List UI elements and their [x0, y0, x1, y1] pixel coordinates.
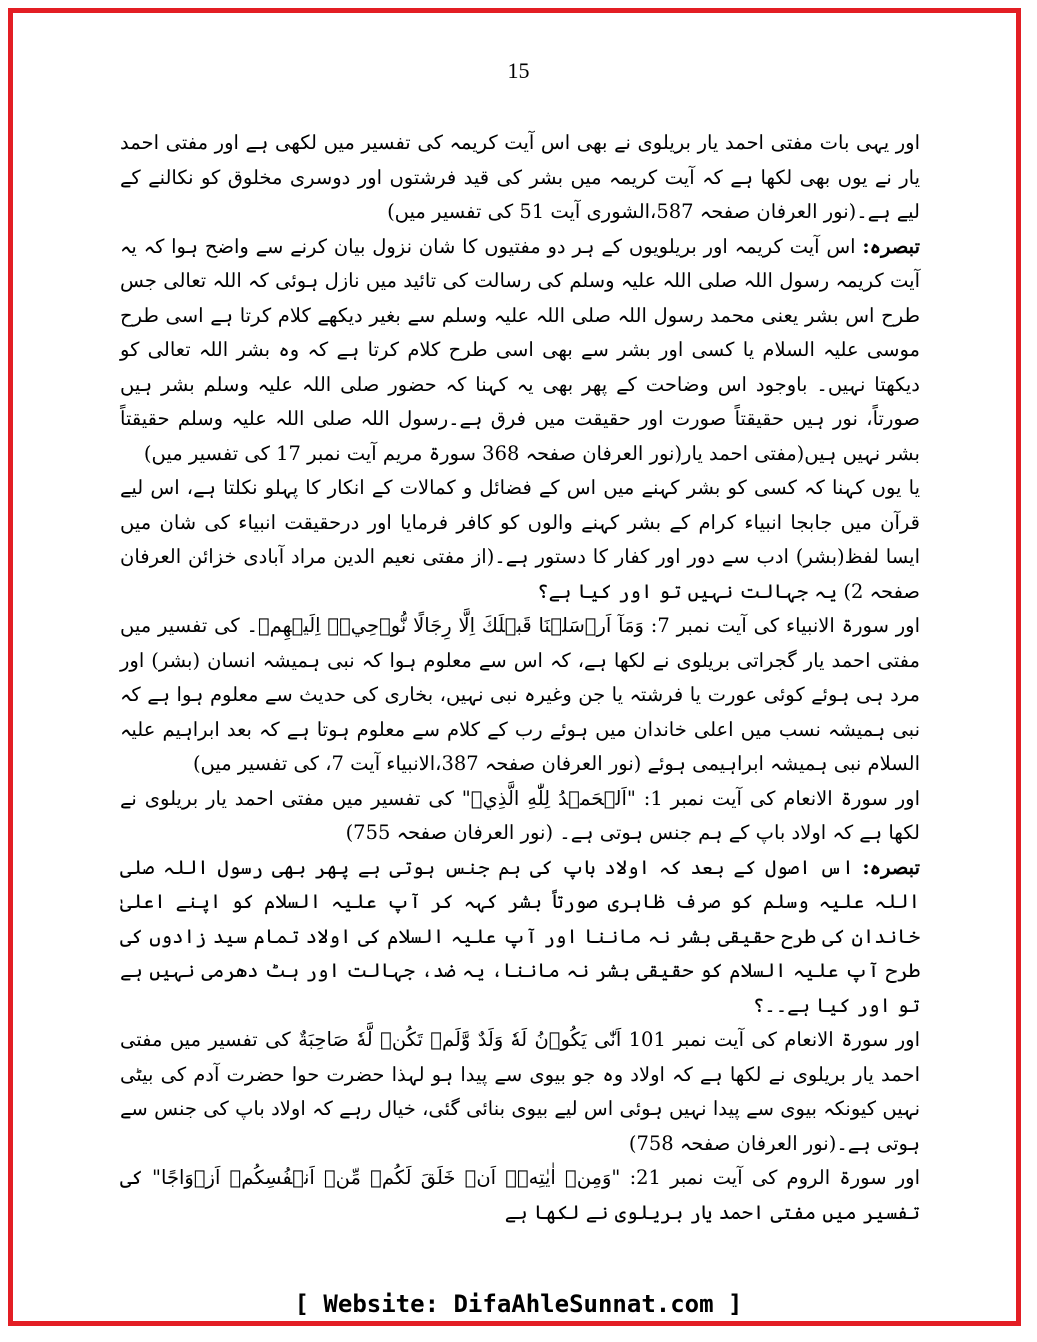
- paragraph-7: [120, 1023, 920, 1161]
- paragraph-5: [120, 782, 920, 851]
- paragraph-4: [120, 609, 920, 782]
- paragraph-8: [120, 1161, 920, 1230]
- website-footer: [ Website: DifaAhleSunnat.com ]: [294, 1290, 743, 1318]
- quran-verse: اَلۡحَمۡدُ لِلّٰهِ الَّذِيۡ: [470, 786, 627, 810]
- paragraph-3: [120, 471, 920, 609]
- paragraph-6-commentary: [120, 851, 920, 1024]
- paragraph-text-continued: " کی تفسیر میں مفتی احمد یار بریلوی نے لکھا ہے کہ اولاد باپ کے ہم جنس ہوتی ہے۔ (نور العرفان صفحہ 755): [120, 786, 920, 844]
- paragraph-1: [120, 126, 920, 230]
- paragraph-text: اور سورۃ الانعام کی آیت نمبر 1: ": [626, 786, 920, 810]
- paragraph-text: اور سورۃ الروم کی آیت نمبر 21: ": [611, 1166, 920, 1189]
- paragraph-text: اور سورۃ الانبیاء کی آیت نمبر 7:: [643, 614, 921, 637]
- document-body: [120, 126, 920, 1230]
- paragraph-2-commentary: [120, 230, 920, 472]
- paragraph-text: اور سورۃ الانعام کی آیت نمبر 101: [621, 1028, 920, 1051]
- paragraph-text: اور یہی بات مفتی احمد یار بریلوی نے بھی اس آیت کریمہ کی تفسیر میں لکھی ہے اور مفتی احمد یار نے یوں بھی لکھا ہے کہ آیت کریمہ میں بشر کی قید فرشتوں اور دوسری مخلوق کو نکالنے کے لیے ہے۔(نور العرفان صفحہ 587،الشوری آیت 51 کی تفسیر میں): [120, 131, 920, 223]
- paragraph-text: اس اصول کے بعد کہ اولاد باپ کی ہم جنس ہوتی ہے پھر بھی رسول اللہ صلی اللہ علیہ وسلم کو صرف ظاہری صورتاً بشر کہہ کر آپ علیہ السلام کو اپنے اعلیٰ خاندان کی طرح حقیقی بشر نہ ماننا اور آپ علیہ السلام کی اولاد تمام سید زادوں کی طرح آپ علیہ السلام کو حقیقی بشر نہ ماننا، یہ ضد، جہالت اور ہٹ دھرمی نہیں ہے تو اور کیا ہے۔۔؟: [120, 855, 920, 1017]
- paragraph-text-continued: " کی تفسیر میں مفتی احمد یار بریلوی نے لکھا ہے: [120, 1166, 920, 1224]
- commentary-label: تبصرہ:: [862, 234, 920, 258]
- paragraph-text: یا یوں کہنا کہ کسی کو بشر کہنے میں اس کے فضائل و کمالات کے انکار کا پہلو نکلتا ہے، اس لیے قرآن میں جابجا انبیاء کرام کے بشر کہنے والوں کو کافر فرمایا اور درحقیقت انبیاء کی شان میں ایسا لفظ(بشر) ادب سے دور اور کفار کا دستور ہے۔(از مفتی نعیم الدین مراد آبادی خزائن العرفان صفحہ 2) یہ جہالت نہیں تو اور کیا ہے؟: [120, 476, 920, 603]
- paragraph-text-continued: کی تفسیر میں مفتی احمد یار بریلوی نے لکھا ہے کہ اولاد وہ جو بیوی سے پیدا ہو لہذا حضرت حوا حضرت آدم کی بیٹی نہیں کیونکہ بیوی سے پیدا نہیں ہوئی اس لیے بیوی بنائی گئی، خیال رہے کہ اولاد باپ کی جنس سے ہوتی ہے۔(نور العرفان صفحہ 758): [120, 1028, 920, 1155]
- quran-verse: وَمَآ اَرۡسَلۡنَا قَبۡلَكَ اِلَّا رِجَالًا نُّوۡحِيۡۤ اِلَيۡهِمۡ: [257, 614, 644, 637]
- quran-verse: اَنّٰى يَكُوۡنُ لَهٗ وَلَدٌ وَّلَمۡ تَكُنۡ لَّهٗ صَاحِبَةٌ: [298, 1028, 622, 1051]
- quran-verse: وَمِنۡ اٰيٰتِهٖۤ اَنۡ خَلَقَ لَكُمۡ مِّنۡ اَنۡفُسِكُمۡ اَزۡوَاجًا: [161, 1166, 612, 1189]
- paragraph-text: اس آیت کریمہ اور بریلویوں کے ہر دو مفتیوں کا شان نزول بیان کرنے سے واضح ہوا کہ یہ آیت کریمہ رسول اللہ صلی اللہ علیہ وسلم کی رسالت کی تائید میں نازل ہوئی کہ اللہ تعالی جس طرح اس بشر یعنی محمد رسول اللہ صلی اللہ علیہ وسلم سے بغیر دیکھے کلام کرتا ہے اسی طرح موسی علیہ السلام یا کسی اور بشر سے بھی اسی طرح کلام کرتا ہے کہ وہ بشر اللہ تعالی کو دیکھتا نہیں۔ باوجود اس وضاحت کے پھر بھی یہ کہنا کہ حضور صلی اللہ علیہ وسلم بشر ہیں صورتاً، نور ہیں حقیقتاً صورت اور حقیقت میں فرق ہے۔رسول اللہ صلی اللہ علیہ وسلم حقیقتاً بشر نہیں ہیں(مفتی احمد یار(نور العرفان صفحہ 368 سورۃ مریم آیت نمبر 17 کی تفسیر میں): [120, 234, 920, 465]
- page-number: 15: [507, 58, 530, 83]
- paragraph-text-continued: ۔ کی تفسیر میں مفتی احمد یار گجراتی بریلوی نے لکھا ہے، کہ اس سے معلوم ہوا کہ نبی ہمیشہ انسان (بشر) اور مرد ہی ہوئے کوئی عورت یا فرشتہ یا جن وغیرہ نبی نہیں، بخاری کی حدیث سے معلوم ہوا ہے کہ نبی ہمیشہ نسب میں اعلی خاندان میں ہوئے رب کے کلام سے معلوم ہوتا ہے کہ بعد ابراہیم علیہ السلام نبی ہمیشہ ابراہیمی ہوئے (نور العرفان صفحہ 387،الانبیاء آیت 7، کی تفسیر میں): [120, 614, 920, 775]
- commentary-label: تبصرہ:: [862, 855, 920, 879]
